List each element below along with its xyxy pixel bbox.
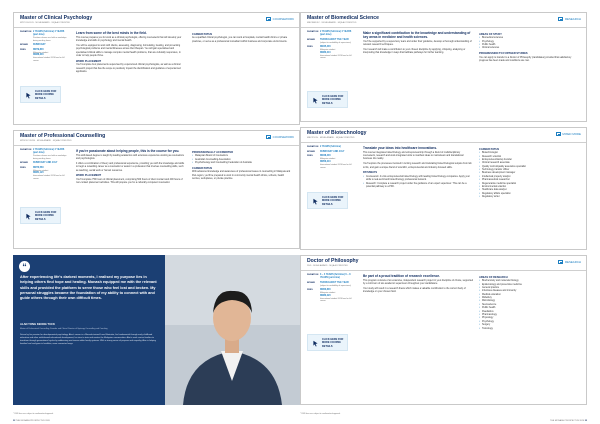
- fees-label: FEES: [20, 48, 26, 51]
- fees-international: RM80,220: [320, 294, 331, 297]
- career-paths: [192, 31, 292, 45]
- course-card-biotechnology: [300, 127, 587, 250]
- fees-local: RM73,560: [33, 166, 44, 169]
- study-areas: [479, 31, 579, 65]
- course-facts: [307, 31, 357, 62]
- mode-tag: [558, 260, 581, 264]
- list-item: • Psychology: [479, 321, 579, 324]
- fees-label: FEES: [20, 166, 26, 169]
- intake-label: INTAKE: [307, 150, 315, 153]
- fees-international-note: International student 2026 fees for full course: [320, 297, 352, 303]
- list-item: • Physiology: [479, 317, 579, 320]
- intake-note: (subject to availability of supervisors): [320, 284, 351, 287]
- course-body: This program consists of an extensive, independent research project in your discipline of choice, supported by a minimum of two academic supervisors throughout your candidature.: [363, 279, 473, 285]
- cursor-click-icon: [312, 198, 319, 205]
- duration-note: Part-time classes are held on weekdays during working hours: [33, 155, 67, 160]
- course-overview: [76, 31, 186, 76]
- intake-value: FEBRUARY AND JULY: [320, 150, 345, 153]
- fees-label: FEES: [307, 46, 313, 49]
- fees-international-note: International student 2026 fees for full course: [33, 175, 65, 180]
- fees-local-note: Malaysian student: [33, 51, 49, 54]
- careers-heading: CAREER PATHS: [479, 147, 500, 151]
- fees-local-note: Malaysian student: [320, 49, 336, 52]
- intake-value: THROUGHOUT THE YEAR: [320, 281, 349, 284]
- portrait-photo: [165, 255, 300, 405]
- course-details-button[interactable]: [20, 207, 61, 224]
- testimonial-role: Master of Professional Counselling; Founder and Clinical Director of Syntropy Counselling and Coaching: [20, 327, 108, 330]
- course-body: Your study will result in a research thesis which makes a valuable contribution to the current body of knowledge on your chosen field.: [363, 287, 466, 294]
- card-header: [301, 128, 586, 143]
- document-icon: [558, 260, 563, 264]
- cursor-click-icon: [312, 97, 319, 104]
- intake-label: INTAKE: [307, 281, 315, 284]
- pathways-list: [363, 176, 473, 190]
- list-item: • Midwifery: [479, 297, 579, 300]
- list-item: • Malaysian Board of Counsellors: [192, 155, 292, 158]
- duration-label: DURATION: [307, 274, 319, 276]
- course-details-label: CLICK HERE FOR MORE COURSE DETAILS: [322, 338, 344, 348]
- list-item: • Paediatrics: [479, 311, 579, 314]
- course-body: You will be equipped to work with clients, assessing, diagnosing, formulating, treating, and preventing psychological problems and mental illnesses across their lifespan. You will gain specialised and specialised clinical skills to manage complex mental health problems, that are culturally responsive, in order to help people thrive.: [76, 44, 181, 57]
- list-item: • Business development manager: [479, 172, 579, 175]
- list-item: • Australian Counselling Association: [192, 159, 292, 162]
- list-item: • Research: Complete a research project under the guidance of an expert supervisor. This can be a potential pathway to a PhD.: [363, 183, 473, 190]
- document-icon: [556, 132, 561, 136]
- careers-heading: CAREER PATHS: [192, 166, 213, 170]
- mode-tag: [266, 135, 294, 139]
- list-item: • Regulatory writer: [479, 196, 579, 199]
- list-item: • Regulatory affairs specialist: [479, 193, 579, 196]
- right-page: [300, 0, 600, 424]
- list-item: • Psychotherapy and Counselling Federation of Australia: [192, 162, 292, 165]
- quote-icon: “: [19, 261, 30, 272]
- fees-local-note: Malaysian student: [33, 169, 49, 172]
- card-header: [301, 256, 586, 271]
- list-item: • Pharmacology: [479, 314, 579, 317]
- page-number: 32: [13, 420, 16, 422]
- list-item: • General practice: [479, 287, 579, 290]
- research-list: [479, 280, 579, 331]
- list-item: • Public health: [479, 307, 579, 310]
- research-areas: [479, 274, 579, 331]
- fees-label: FEES: [307, 155, 313, 158]
- document-icon: [558, 17, 563, 21]
- accreditation-and-careers: [192, 149, 292, 183]
- list-item: • Public health: [479, 44, 579, 47]
- cursor-click-icon: [312, 340, 319, 347]
- course-title: Master of Professional Counselling: [20, 133, 106, 139]
- course-details-label: CLICK HERE FOR MORE COURSE DETAILS: [35, 90, 57, 100]
- list-item: • Biochemistry and molecular biology: [479, 280, 579, 283]
- fees-label: FEES: [307, 289, 313, 292]
- fees-international: RM81,120: [33, 172, 44, 175]
- cursor-click-icon: [25, 213, 32, 220]
- course-details-button[interactable]: [20, 86, 61, 103]
- duration-note: Part-time classes are held on weekdays during working hours: [33, 37, 67, 42]
- course-card-biomedical-science: [300, 12, 587, 122]
- course-lead: Translate your ideas into healthcare innovations.: [363, 146, 438, 150]
- course-details-button[interactable]: [307, 192, 348, 209]
- card-header: [14, 13, 299, 28]
- course-meta: MPSYCHCLIN · MOHE AWARD · MQA ACCREDITED: [20, 22, 71, 24]
- footer-text: THE MONASH PROSPECTUS 2026: [15, 420, 50, 422]
- progression-text: You can apply to transfer to a Doctor of Philosophy (candidates) provided that satisfactory progress has been made and conditions are met.: [479, 56, 572, 63]
- course-overview: [76, 149, 186, 187]
- course-facts: [20, 149, 70, 182]
- fees-international: RM88,300: [33, 54, 44, 57]
- list-item: • Quality control/quality assurance specialist: [479, 166, 579, 169]
- fees-local: RM60,800: [320, 289, 331, 292]
- course-meta: MPROFCOUNS · MOHE AWARD · MQA ACCREDITED: [20, 140, 72, 142]
- testimonial-quote: After experiencing life's darkest moments, I realised my purpose lies in helping others find hope and healing. Monash equipped me with the relevant skills and provided the platform to serve those who feel lost and broken. My personal struggles became the foundation of my ability to connect with and guide others through their own difficult times.: [20, 275, 157, 300]
- testimonial-panel: [13, 255, 300, 405]
- course-meta: PHD · MOHE AWARD · MQA ACCREDITED: [307, 265, 348, 267]
- list-item: • Medical education: [479, 294, 579, 297]
- placement-heading: WORK PLACEMENT: [76, 174, 102, 178]
- duration-value: 2 YEARS (full-time) 4 YEARS (part-time): [320, 31, 352, 37]
- duration-value: 2 YEARS (full-time): [320, 146, 341, 148]
- course-lead: If you're passionate about helping people, this is the course for you.: [76, 149, 180, 153]
- document-icon: [266, 135, 271, 139]
- list-item: • Coursework: 4 units entrepreneurial biotechnology with leading biotechnology companies. Apply your skills to real-world and biotechnology professional network.: [363, 176, 473, 183]
- mode-tag-label: MIXED MODE: [562, 132, 581, 136]
- course-details-button[interactable]: [307, 91, 348, 108]
- course-title: Master of Biomedical Science: [307, 15, 379, 21]
- list-item: • Biotechnologist: [479, 152, 579, 155]
- list-item: • Psychology: [479, 41, 579, 44]
- course-meta: MBIOMEDSC · MOHE AWARD · MQA ACCREDITED: [307, 22, 357, 24]
- intake-label: INTAKE: [20, 161, 28, 164]
- footer-text: THE MONASH PROSPECTUS 2026: [550, 420, 585, 422]
- duration-label: DURATION: [307, 31, 319, 33]
- research-heading: AREAS OF RESEARCH: [479, 275, 508, 279]
- course-body: This skill-based degree is taught by leading academics with extensive experience working as counsellors and psychologists.: [76, 154, 184, 160]
- mode-tag: [558, 17, 581, 21]
- course-details-label: CLICK HERE FOR MORE COURSE DETAILS: [35, 211, 57, 221]
- accredited-heading: PROFESSIONALLY ACCREDITED: [192, 150, 234, 154]
- document-icon: [266, 17, 271, 21]
- list-item: • Clinical research associate: [479, 162, 579, 165]
- course-overview: [363, 146, 473, 190]
- course-lead: Make a significant contribution to the knowledge and understanding of key areas in medicine and health sciences.: [363, 31, 471, 40]
- fees-local-note: Malaysian student: [320, 292, 336, 295]
- course-body: This course prepares you for work as a clinical psychologist, offering coursework that will develop your knowledge and skills in psychology and mental health.: [76, 36, 182, 42]
- course-body: It offers a combination of theory and professional experience, providing you with the knowledge and skills to begin a rewarding career as a counsellor or assist in a profession that involves counselling skills, such as teaching, social work or human resources.: [76, 162, 185, 172]
- list-item: • Technology transfer officer: [479, 169, 579, 172]
- course-body: You'll explore the processes involved in turning research and translating biotechnological outputs from lab to life, and gain a unique blend of scientific, entrepreneurial and industry-focused skills.: [363, 163, 472, 169]
- course-card-professional-counselling: [13, 130, 300, 249]
- list-item: • Healthcare data analyst: [479, 189, 579, 192]
- placement-text: You'll complete four placements supervised by experienced clinical psychologists, as well as a clinical research project that has the scope to positively impact the identification and guidance of experienced applicants.: [76, 64, 181, 74]
- careers-text: As a qualified clinical psychologist, you can work at hospitals, mental health clinics or private practices, or serve as a professional consultant within business and corporate environments.: [192, 37, 288, 43]
- course-overview: [363, 31, 473, 57]
- fees-international-note: International student 2026 fees for full course: [33, 57, 65, 62]
- page-footer-left: [13, 420, 50, 422]
- fees-international: RM56,210: [320, 161, 331, 164]
- list-item: • Entrepreneur/startup founder: [479, 159, 579, 162]
- mode-tag-label: COURSEWORK: [272, 17, 294, 21]
- list-item: • Environmental scientist: [479, 186, 579, 189]
- fees-international: RM80,210: [320, 51, 331, 54]
- course-body: You'll be supported by a supervisory team and under their guidance, develop a thorough understanding of relevant research techniques.: [363, 40, 472, 47]
- course-body: Your research will make a contribution to your chosen discipline by applying, critiquing, analysing or interpreting that knowledge in ways that facilitate pathways for further learning.: [363, 48, 466, 55]
- accredited-list: [192, 155, 292, 165]
- list-item: • Pharmaceutical researcher: [479, 179, 579, 182]
- intake-note: (subject to availability of supervisors): [320, 41, 351, 44]
- cursor-click-icon: [25, 92, 32, 99]
- fees-local: RM45,400: [320, 46, 331, 49]
- intake-label: INTAKE: [20, 43, 28, 46]
- list-item: • Surgery: [479, 324, 579, 327]
- list-item: • Infectious diseases and immunity: [479, 290, 579, 293]
- intake-value: FEBRUARY: [33, 43, 46, 46]
- course-title: Master of Clinical Psychology: [20, 15, 93, 21]
- fees-local-note: Malaysian student: [320, 158, 336, 161]
- list-item: • Epidemiology and preventive medicine: [479, 284, 579, 287]
- list-item: • Biomedical sciences: [479, 37, 579, 40]
- duration-label: DURATION: [20, 31, 32, 33]
- course-title: Doctor of Philosophy: [307, 258, 359, 264]
- placement-text: You'll complete 750 hours of clinical placement, comprising 500 hours of client contact and 400 hours of non-contact placement activities. This will prepare you for a culturally competent counsellor.: [76, 179, 183, 185]
- course-title: Master of Biotechnology: [307, 130, 367, 136]
- page-number: 33: [584, 420, 587, 422]
- mode-tag-label: COURSEWORK: [272, 135, 294, 139]
- intake-label: INTAKE: [307, 38, 315, 41]
- course-details-label: CLICK HERE FOR MORE COURSE DETAILS: [322, 196, 344, 206]
- list-item: • Clinical sciences: [479, 47, 579, 50]
- card-header: [14, 131, 299, 146]
- list-item: • Toxicology: [479, 328, 579, 331]
- list-item: • Research scientist: [479, 156, 579, 159]
- footnote: * 2026 fees are subject to confirmation/approval.: [300, 413, 341, 415]
- list-item: • Microbiology: [479, 300, 579, 303]
- course-card-philosophy: [300, 255, 587, 405]
- duration-label: DURATION: [307, 146, 319, 148]
- testimonial-name: ALAN YONG KEONG TUCK: [20, 323, 55, 326]
- pathways-heading: PATHWAYS: [363, 171, 378, 175]
- course-details-label: CLICK HERE FOR MORE COURSE DETAILS: [322, 95, 344, 105]
- intake-value: FEBRUARY AND JULY: [33, 161, 58, 164]
- course-facts: [307, 146, 357, 171]
- mode-tag-label: RESEARCH: [564, 260, 581, 264]
- course-details-button[interactable]: [307, 334, 348, 351]
- list-item: • Regenerative medicine specialist: [479, 183, 579, 186]
- course-overview: [363, 274, 473, 296]
- careers-text: With advanced knowledge and awareness of professional issues in counselling in Malaysia and Pan-region, you'll be prepared to work in community mental health clinics, schools, health centres, workplaces, or private practice.: [192, 171, 291, 181]
- course-facts: [307, 274, 357, 305]
- study-heading: AREAS OF STUDY: [479, 32, 502, 36]
- page-footer-right: [550, 420, 587, 422]
- careers-list: [479, 152, 579, 199]
- study-list: [479, 37, 579, 51]
- career-paths: [479, 146, 579, 200]
- testimonial-body: Driven by his passion for developmental psychology, Alan's career in a Monash-trained Loan Bluetriste, his fundamental through early childhood education and other adult-based educational development, he aims to train and mentor the Malaysian communities. Alan's work carries families to transform through generational cycles by addressing root issues within family systems. With a strong sense of purpose and empathy, Alan is helping families heal and grow in healthier, more connected ways.: [20, 334, 156, 345]
- course-meta: MBIOTECH · MOHE AWARD · MQA ACCREDITED: [307, 137, 355, 139]
- fees-local: RM48,400: [320, 155, 331, 158]
- fees-international-note: International student 2026 fees for full course: [320, 164, 352, 169]
- duration-label: DURATION: [20, 149, 32, 151]
- course-body: This course integrates biotechnology and entrepreneurship through a blend of multidisciplinary coursework, research and work-integrated units to manifest ideas to mainstream and translational business into reality.: [363, 151, 464, 161]
- footnote: * 2026 fees are subject to confirmation/approval.: [13, 413, 54, 415]
- course-facts: [20, 31, 70, 64]
- duration-value: 2 YEARS (full-time) 4 YEARS (part-time): [33, 149, 65, 155]
- course-lead: Be part of a proud tradition of research excellence.: [363, 274, 441, 278]
- progression-heading: PROGRESSION TO FURTHER STUDIES: [479, 52, 528, 56]
- fees-local: RM79,800: [33, 48, 44, 51]
- course-lead: Learn from some of the best minds in the field.: [76, 31, 147, 35]
- intake-value: THROUGHOUT THE YEAR: [320, 38, 349, 41]
- list-item: • Neuroscience: [479, 304, 579, 307]
- course-card-clinical-psychology: [13, 12, 300, 125]
- placement-heading: WORK PLACEMENT: [76, 59, 102, 63]
- mode-tag-label: RESEARCH: [564, 17, 581, 21]
- list-item: • Intellectual property analyst: [479, 176, 579, 179]
- fees-international-note: International student 2026 fees for full course: [320, 54, 352, 60]
- careers-heading: CAREER PATHS: [192, 32, 213, 36]
- mode-tag: [266, 17, 294, 21]
- duration-value: 2 YEARS (full-time) 4 YEARS (part-time): [33, 31, 65, 37]
- card-header: [301, 13, 586, 28]
- mode-tag: [556, 132, 581, 136]
- duration-value: 3 – 4 YEARS (full-time) 6 – 8 YEARS (part-time): [320, 274, 351, 280]
